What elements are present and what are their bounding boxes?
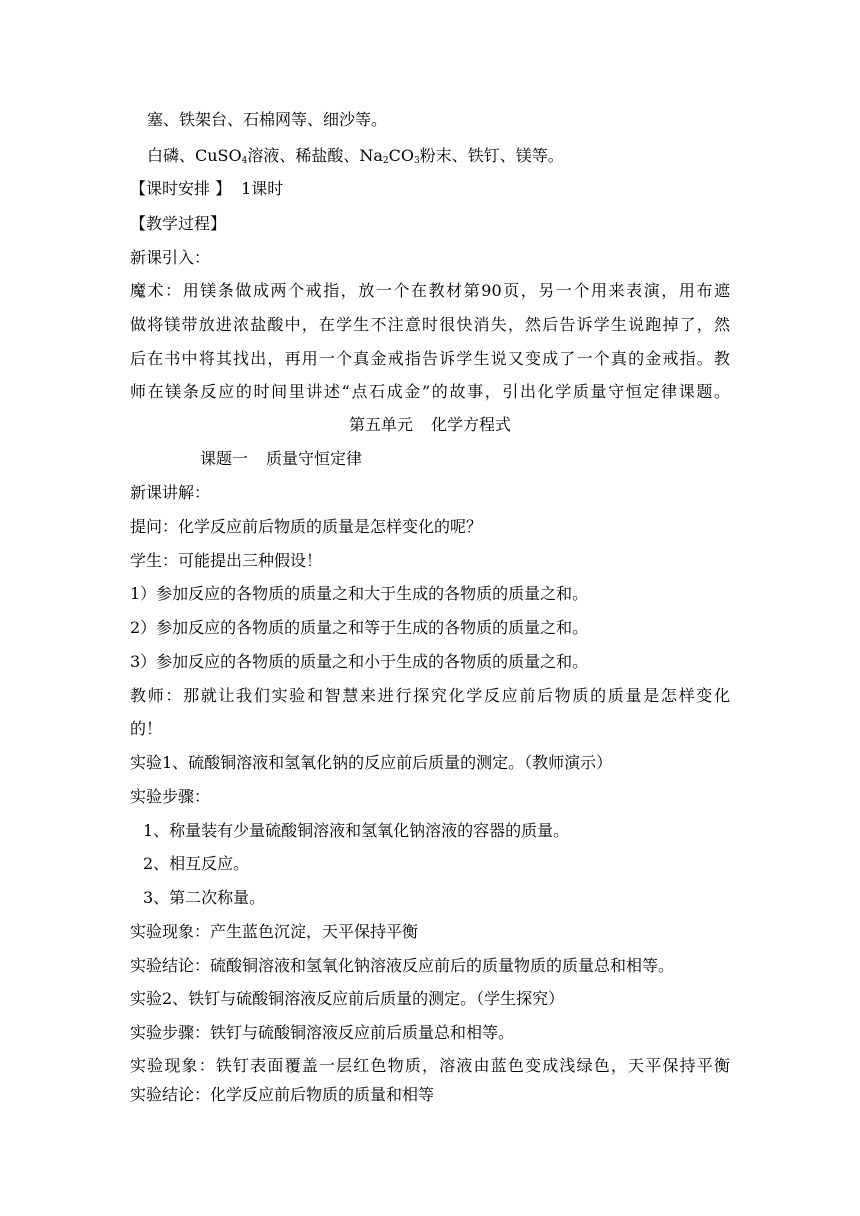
reagents-text-d: 粉末、铁钉、镁等。 [419,146,564,165]
magic-paragraph-line-4: 师在镁条反应的时间里讲述“点石成金”的故事，引出化学质量守恒定律课题。 [130,382,730,401]
unit-name: 化学方程式 [431,415,512,434]
lesson-name: 质量守恒定律 [266,449,363,468]
equipment-line: 塞、铁架台、石棉网等、细沙等。 [147,110,388,129]
experiment-2-phenomenon: 实验现象：铁钉表面覆盖一层红色物质，溶液由蓝色变成浅绿色，天平保持平衡 [130,1056,730,1075]
reagents-sub-3: 3 [414,156,420,166]
unit-number: 第五单元 [348,415,413,434]
intro-heading: 新课引入： [130,248,211,267]
experiment-1-conclusion: 实验结论：硫酸铜溶液和氢氧化钠溶液反应前后的质量物质的质量总和相等。 [130,956,675,975]
reagents-text-a: 白磷、CuSO [147,146,242,165]
experiment-1-step-3: 3、第二次称量。 [143,888,266,907]
schedule-value: 1课时 [241,179,284,198]
schedule-line [130,178,283,200]
reagents-text-c: CO [388,146,415,165]
student-line: 学生：可能提出三种假设！ [130,551,323,570]
hypothesis-2: 2）参加反应的各物质的质量之和等于生成的各物质的质量之和。 [130,618,589,637]
teaching-process-heading: 【教学过程】 [130,214,227,233]
reagents-line [147,145,564,167]
lecture-heading: 新课讲解： [130,483,211,502]
experiment-2-steps: 实验步骤：铁钉与硫酸铜溶液反应前后质量总和相等。 [130,1023,515,1042]
magic-paragraph-line-1: 魔术：用镁条做成两个戒指，放一个在教材第90页，另一个用来表演，用布遮 [130,281,730,300]
magic-paragraph-line-2: 做将镁带放进浓盐酸中，在学生不注意时很快消失，然后告诉学生说跑掉了，然 [130,315,730,334]
reagents-sub-4: 4 [241,156,248,166]
question-line: 提问：化学反应前后物质的质量是怎样变化的呢？ [130,517,483,536]
experiment-1-title: 实验1、硫酸铜溶液和氢氧化钠的反应前后质量的测定。（教师演示） [130,753,613,772]
lesson-number: 课题一 [200,449,249,468]
experiment-1-step-2: 2、相互反应。 [143,854,250,873]
unit-title [0,414,860,436]
magic-paragraph-line-3: 后在书中将其找出，再用一个真金戒指告诉学生说又变成了一个真的金戒指。教 [130,349,730,368]
experiment-1-steps-heading: 实验步骤： [130,787,211,806]
experiment-1-step-1: 1、称量装有少量硫酸铜溶液和氢氧化钠溶液的容器的质量。 [143,821,570,840]
schedule-label: 【课时安排 】 [130,179,232,198]
hypothesis-1: 1）参加反应的各物质的质量之和大于生成的各物质的质量之和。 [130,584,589,603]
experiment-2-title: 实验2、铁钉与硫酸铜溶液反应前后质量的测定。（学生探究） [130,989,565,1008]
hypothesis-3: 3）参加反应的各物质的质量之和小于生成的各物质的质量之和。 [130,652,589,671]
experiment-2-conclusion: 实验结论：化学反应前后物质的质量和相等 [130,1085,435,1104]
experiment-1-phenomenon: 实验现象：产生蓝色沉淀，天平保持平衡 [130,922,419,941]
lesson-title [200,448,362,470]
teacher-line-1: 教师：那就让我们实验和智慧来进行探究化学反应前后物质的质量是怎样变化 [130,686,730,705]
reagents-text-b: 溶液、稀盐酸、Na [247,146,383,165]
reagents-sub-2: 2 [382,156,389,166]
teacher-line-2: 的！ [130,719,163,738]
